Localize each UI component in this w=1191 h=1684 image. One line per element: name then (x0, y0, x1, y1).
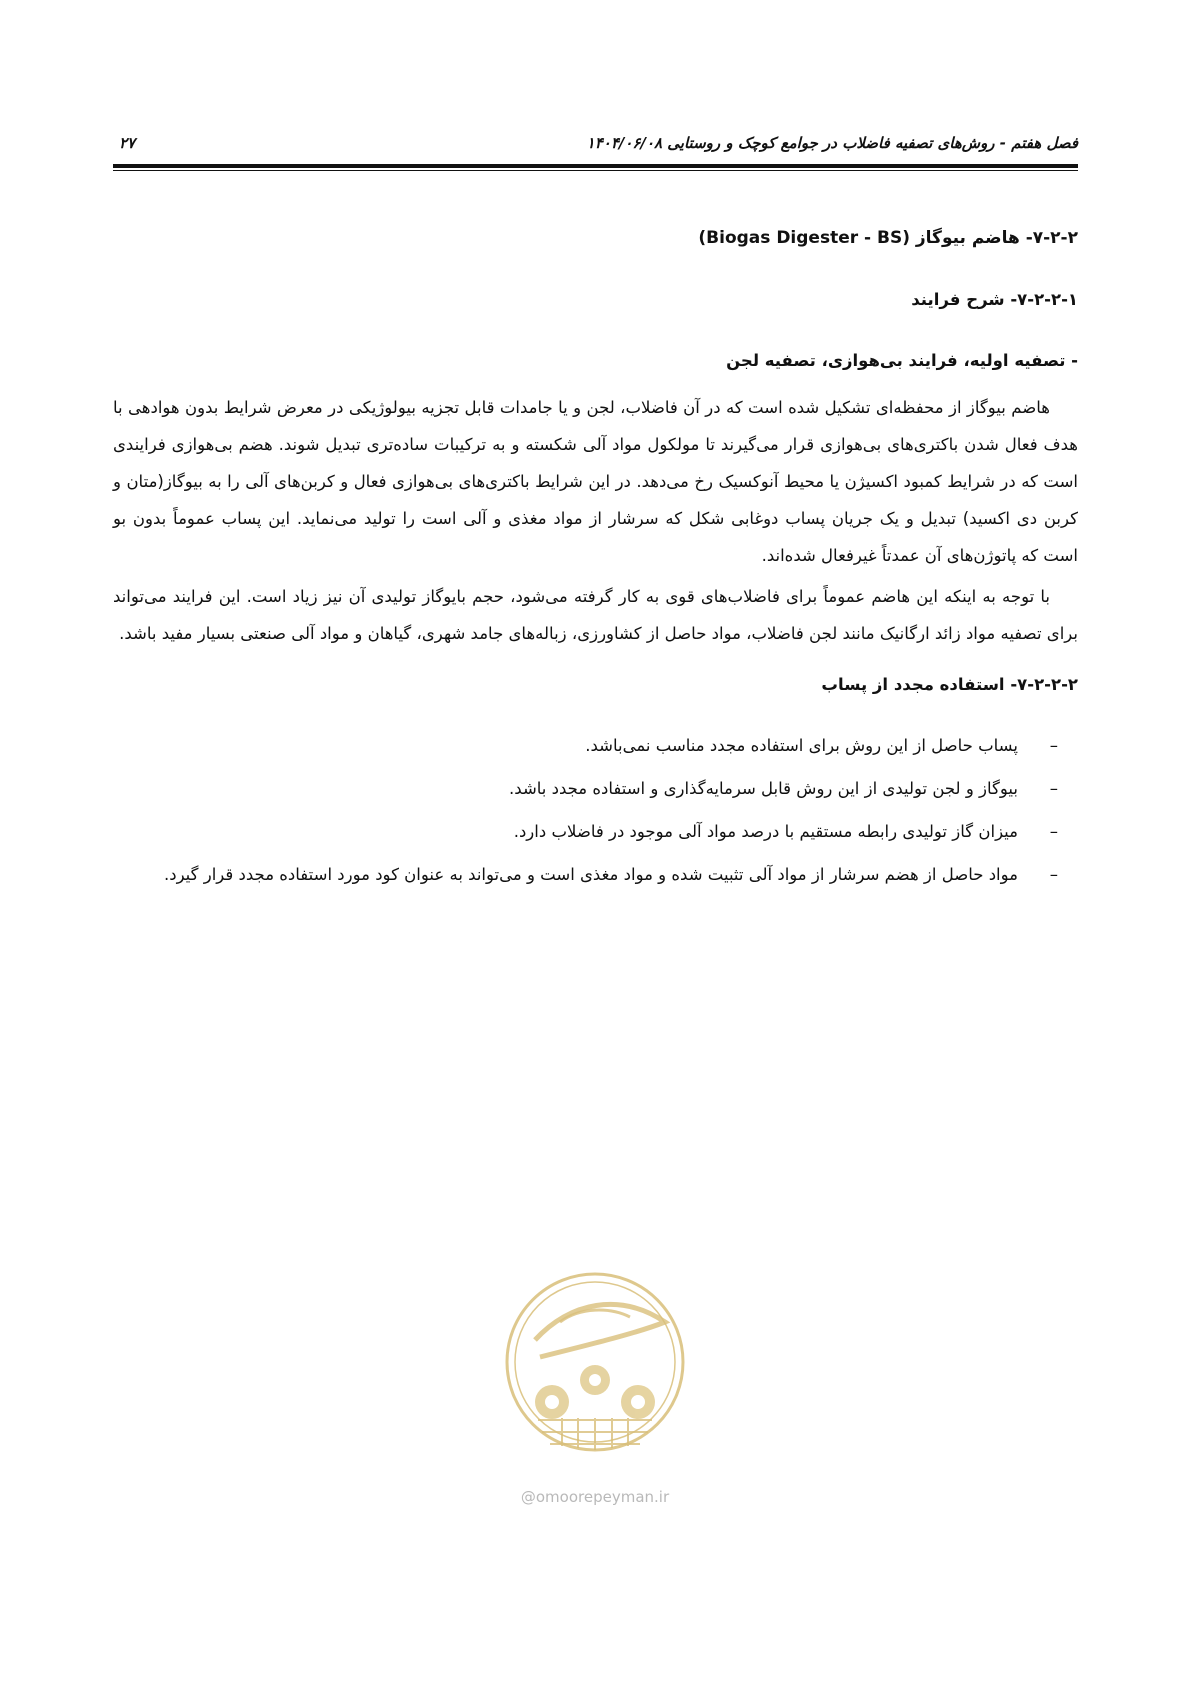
list-item (113, 770, 1078, 807)
paragraph: هاضم بیوگاز از محفظه‌ای تشکیل شده است که در آن فاضلاب، لجن و یا جامدات قابل تجزیه بیولوژیکی در معرض شرایط بدون هوادهی با هدف فعال شدن باکتری‌های بی‌هوازی قرار می‌گیرند تا مولکول مواد آلی شکسته و به ترکیبات ساده‌تری تبدیل شوند. هضم بی‌هوازی فرایندی است که در شرایط کمبود اکسیژن یا محیط آنوکسیک رخ می‌دهد. در این شرایط باکتری‌های بی‌هوازی فعال و کربن‌های آلی را به بیوگاز(متان و کربن دی اکسید) تبدیل و یک جریان پساب دوغابی شکل که سرشار از مواد مغذی و آلی است را تولید می‌نماید. این پساب عموماً بدون بو است که پاتوژن‌های آن عمدتاً غیرفعال شده‌اند. (113, 398, 1078, 565)
list-item (113, 727, 1078, 764)
list-item-text: پساب حاصل از این روش برای استفاده مجدد مناسب نمی‌باشد. (585, 736, 1018, 755)
reuse-bullet-list (113, 727, 1078, 893)
list-item-text: مواد حاصل از هضم سرشار از مواد آلی تثبیت شده و مواد مغذی است و می‌تواند به عنوان کود مورد استفاده مجدد قرار گیرد. (163, 865, 1018, 884)
page-header (113, 128, 1078, 158)
page-number: ۲۷ (119, 134, 136, 152)
header-rule-thin (113, 170, 1078, 171)
list-item-text: میزان گاز تولیدی رابطه مستقیم با درصد مواد آلی موجود در فاضلاب دارد. (513, 822, 1018, 841)
process-subheading: - تصفیه اولیه، فرایند بی‌هوازی، تصفیه لجن (726, 351, 1078, 370)
watermark-url: @omoorepeyman.ir (520, 1488, 670, 1506)
list-item (113, 856, 1078, 893)
header-rule-thick (113, 164, 1078, 168)
subsection-heading-process: ۷-۲-۲-۱- شرح فرایند (911, 290, 1078, 309)
bullet-dash: – (1049, 779, 1058, 798)
bullet-dash: – (1049, 736, 1058, 755)
subsection-heading-reuse: ۷-۲-۲-۲- استفاده مجدد از پساب (821, 675, 1078, 694)
list-item (113, 813, 1078, 850)
running-title: فصل هفتم - روش‌های تصفیه فاضلاب در جوامع کوچک و روستایی ۱۴۰۴/۰۶/۰۸ (586, 134, 1078, 152)
omoorepeyman-logo-icon (500, 1262, 690, 1482)
paragraph: با توجه به اینکه این هاضم عموماً برای فاضلاب‌های قوی به کار گرفته می‌شود، حجم بایوگاز تولیدی آن نیز زیاد است. این فرایند می‌تواند برای تصفیه مواد زائد ارگانیک مانند لجن فاضلاب، مواد حاصل از کشاورزی، زباله‌های جامد شهری، گیاهان و مواد آلی صنعتی بسیار مفید باشد. (113, 587, 1078, 643)
bullet-dash: – (1049, 865, 1058, 884)
list-item-text: بیوگاز و لجن تولیدی از این روش قابل سرمایه‌گذاری و استفاده مجدد باشد. (509, 779, 1018, 798)
watermark-logo (500, 1262, 690, 1512)
bullet-dash: – (1049, 822, 1058, 841)
section-heading: ۷-۲-۲- هاضم بیوگاز (Biogas Digester - BS) (698, 228, 1078, 248)
main-content (113, 210, 1078, 899)
